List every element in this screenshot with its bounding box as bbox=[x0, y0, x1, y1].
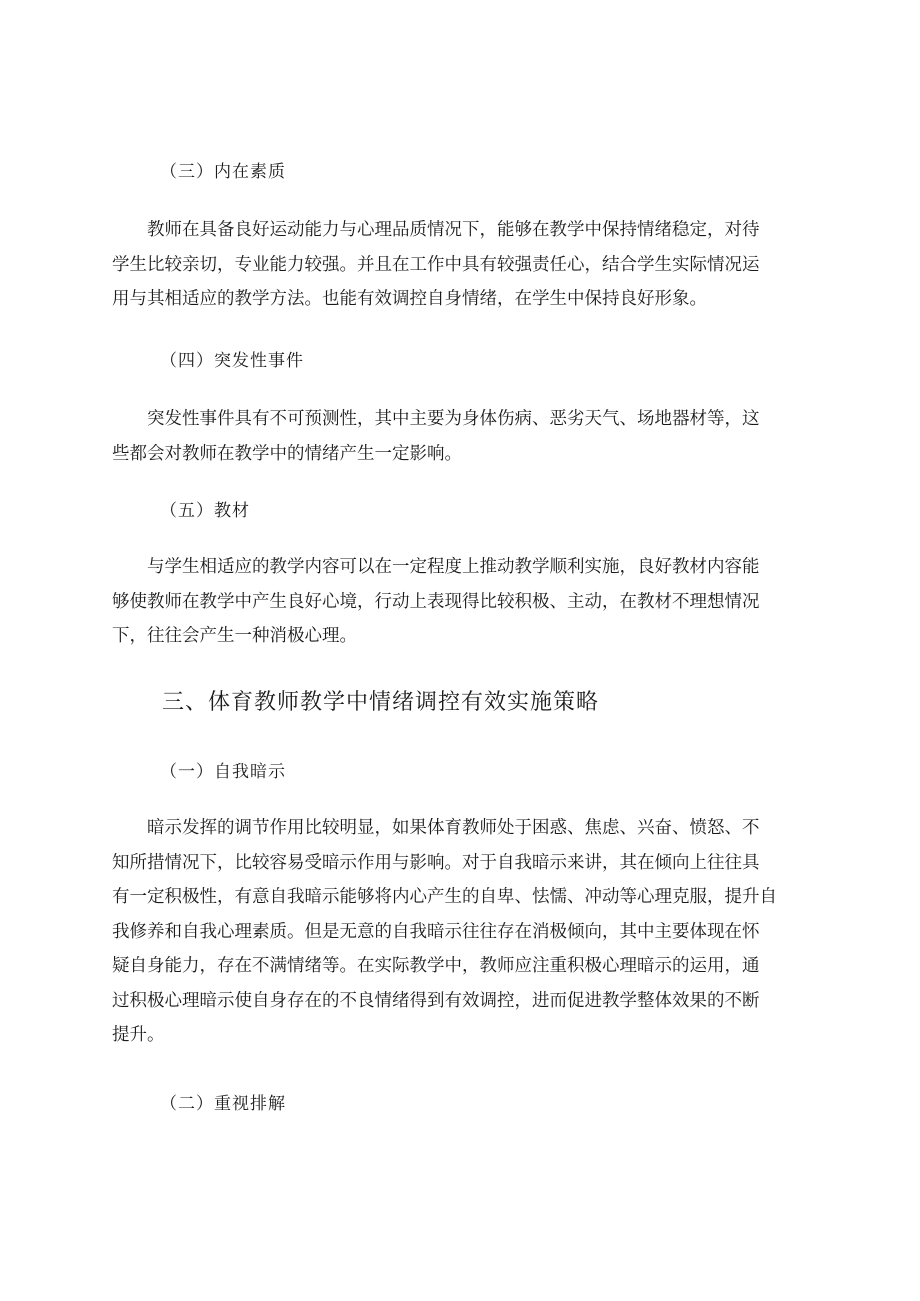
text-line: 学生比较亲切，专业能力较强。并且在工作中具有较强责任心，结合学生实际情况运 bbox=[112, 254, 760, 275]
text-line: 有一定积极性，有意自我暗示能够将内心产生的自卑、怯懦、冲动等心理克服，提升自 bbox=[112, 887, 777, 907]
subheading-emergency-events: （四）突发性事件 bbox=[160, 351, 304, 371]
text-line: 够使教师在教学中产生良好心境，行动上表现得比较积极、主动，在教材不理想情况 bbox=[112, 591, 760, 612]
text-line: 提升。 bbox=[112, 1025, 165, 1045]
text-line: 暗示发挥的调节作用比较明显，如果体育教师处于困惑、焦虑、兴奋、愤怒、不 bbox=[147, 818, 760, 838]
text-line: 教师在具备良好运动能力与心理品质情况下，能够在教学中保持情绪稳定，对待 bbox=[147, 220, 760, 240]
text-line: 下，往往会产生一种消极心理。 bbox=[112, 626, 357, 646]
text-line: 些都会对教师在教学中的情绪产生一定影响。 bbox=[112, 443, 462, 464]
paragraph-textbook bbox=[112, 550, 812, 654]
section-title-strategies: 三、体育教师教学中情绪调控有效实施策略 bbox=[162, 690, 600, 715]
text-line: 知所措情况下，比较容易受暗示作用与影响。对于自我暗示来讲，其在倾向上往往具 bbox=[112, 852, 760, 873]
text-line: 用与其相适应的教学方法。也能有效调控自身情绪，在学生中保持良好形象。 bbox=[112, 289, 707, 309]
paragraph-self-suggestion bbox=[112, 811, 812, 1053]
text-line: 疑自身能力，存在不满情绪等。在实际教学中，教师应注重积极心理暗示的运用，通 bbox=[112, 956, 760, 976]
text-line: 过积极心理暗示使自身存在的不良情绪得到有效调控，进而促进教学整体效果的不断 bbox=[112, 990, 760, 1011]
paragraph-inner-quality bbox=[112, 213, 812, 317]
text-line: 突发性事件具有不可预测性，其中主要为身体伤病、恶劣天气、场地器材等，这 bbox=[147, 409, 760, 429]
text-line: 与学生相适应的教学内容可以在一定程度上推动教学顺利实施，良好教材内容能 bbox=[147, 557, 760, 577]
subheading-inner-quality: （三）内在素质 bbox=[160, 162, 286, 182]
subheading-textbook: （五）教材 bbox=[160, 501, 250, 521]
subheading-venting: （二）重视排解 bbox=[160, 1094, 286, 1114]
subheading-self-suggestion: （一）自我暗示 bbox=[160, 762, 286, 782]
text-line: 我修养和自我心理素质。但是无意的自我暗示往往存在消极倾向，其中主要体现在怀 bbox=[112, 921, 760, 942]
paragraph-emergency-events bbox=[112, 402, 812, 471]
